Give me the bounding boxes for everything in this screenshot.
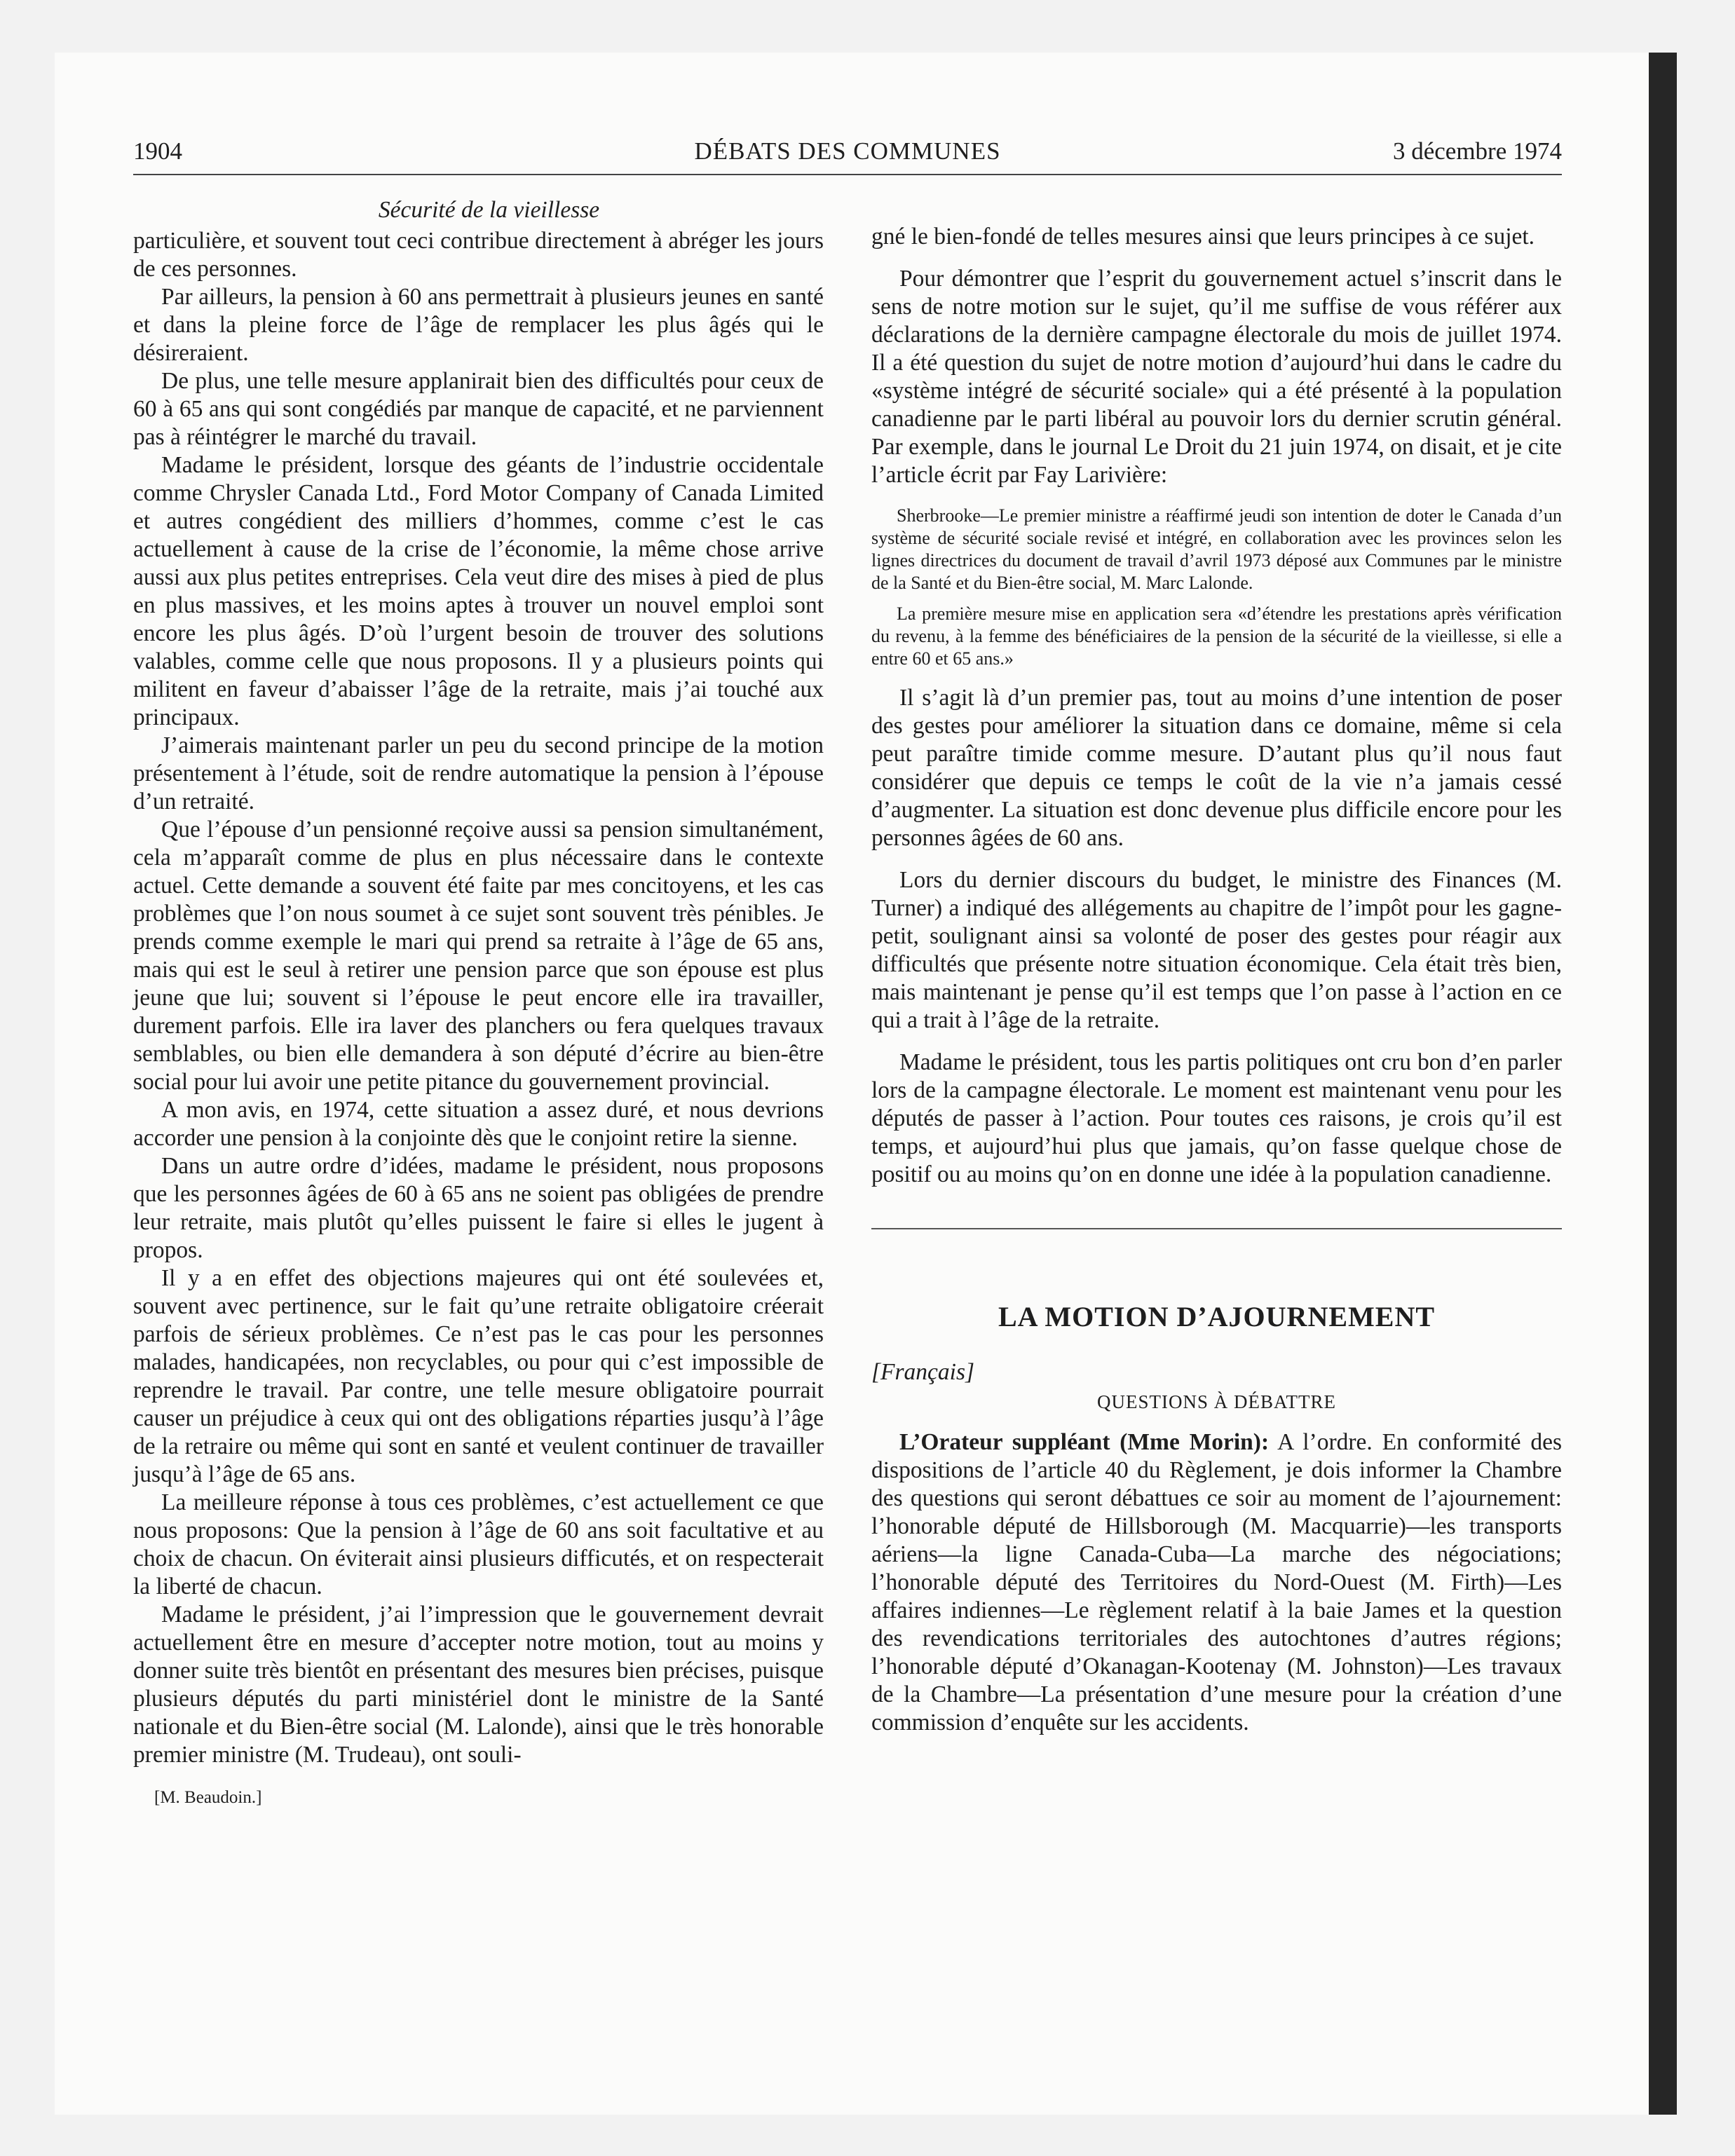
right-column (871, 223, 1562, 1737)
newspaper-quote (871, 505, 1562, 670)
paragraph: gné le bien-fondé de telles mesures ainsi que leurs principes à ce sujet. (871, 224, 1535, 250)
paragraph: J’aimerais maintenant parler un peu du second principe de la motion présentement à l’étude, soit de rendre automatique la pension à l’épouse d’un retraité. (133, 732, 824, 814)
page-header (133, 137, 1562, 175)
speech-paragraph (871, 1428, 1562, 1737)
paragraph: particulière, et souvent tout ceci contribue directement à abréger les jours de ces personnes. (133, 228, 824, 282)
paragraph: La meilleure réponse à tous ces problèmes, c’est actuellement ce que nous proposons: Que la pension à l’âge de 60 ans soit facultative et au choix de chacun. On éviterait ainsi plusieurs difficutés, et on respecterait la liberté de chacun. (133, 1489, 824, 1599)
paragraph: De plus, une telle mesure applanirait bien des difficultés pour ceux de 60 à 65 ans qui sont congédiés par manque de capacité, et ne parviennent pas à réintégrer le marché du travail. (133, 368, 824, 450)
language-note: [Français] (871, 1359, 975, 1385)
paragraph: Par ailleurs, la pension à 60 ans permettrait à plusieurs jeunes en santé et dans la pleine force de l’âge de remplacer les plus âgés qui le désireraient. (133, 284, 824, 366)
quote-paragraph: La première mesure mise en application sera «d’étendre les prestations après vérification du revenu, à la femme des bénéficiaires de la pension de la sécurité de la vieillesse, si elle a entre 60 et 65 ans.» (871, 603, 1562, 669)
paragraph: Lors du dernier discours du budget, le ministre des Finances (M. Turner) a indiqué des allégements au chapitre de l’impôt pour les gagne-petit, soulignant ainsi sa volonté de poser des gestes pour réagir aux difficultés que présente notre situation économique. Cela était très bien, mais maintenant je pense qu’il est temps que l’on passe à l’action en ce qui a trait à l’âge de la retraite. (871, 867, 1562, 1033)
section-divider (871, 1228, 1562, 1229)
paragraph: Dans un autre ordre d’idées, madame le président, nous proposons que les personnes âgées de 60 à 65 ans ne soient pas obligées de prendre leur retraite, mais plutôt qu’elles puissent le faire si elles le jugent à propos. (133, 1153, 824, 1263)
running-head: Sécurité de la vieillesse (378, 197, 600, 223)
page-number: 1904 (133, 137, 182, 165)
paragraph: Madame le président, lorsque des géants de l’industrie occidentale comme Chrysler Canada Ltd., Ford Motor Company of Canada Limited et autres congédient des milliers d’hommes, comme c’est le cas actuellement à cause de la crise de l’économie, la même chose arrive aussi aux plus petites entreprises. Cela veut dire des mises à pied de plus en plus massives, et les moins aptes à trouver un nouvel emploi sont encore les plus âgés. D’où l’urgent besoin de trouver des solutions valables, comme celle que nous proposons. Il y a plusieurs points qui militent en faveur d’abaisser l’âge de la retraite, mais j’ai touché aux principaux. (133, 452, 824, 730)
scan-border (1649, 53, 1677, 2115)
paragraph: Que l’épouse d’un pensionné reçoive aussi sa pension simultanément, cela m’apparaît comme de plus en plus nécessaire dans le contexte actuel. Cette demande a souvent été faite par mes concitoyens, et les cas problèmes que l’on nous soumet à ce sujet sont souvent très pénibles. Je prends comme exemple le mari qui prend sa retraite à l’âge de 65 ans, mais qui est le seul à retirer une pension parce que son épouse est plus jeune que lui; souvent si l’épouse le peut encore elle ira travailler, durement parfois. Elle ira laver des planchers ou fera quelques travaux semblables, ou bien elle demandera à son député d’écrire au bien-être social pour lui avoir une petite pitance du gouvernement provincial. (133, 817, 824, 1095)
paragraph: Il y a en effet des objections majeures qui ont été soulevées et, souvent avec pertinence, sur le fait qu’une retraite obligatoire créerait parfois de sérieux problèmes. Ce n’est pas le cas pour les personnes malades, handicapées, non recyclables, ou pour qui c’est impossible de reprendre le travail. Par contre, une telle mesure obligatoire pourrait causer un préjudice à ceux qui ont des obligations réparties jusqu’à l’âge de la retraire ou même qui sont en santé et veulent continuer de travailler jusqu’à l’âge de 65 ans. (133, 1265, 824, 1487)
speaker-name: L’Orateur suppléant (Mme Morin): (899, 1429, 1270, 1455)
publication-title: DÉBATS DES COMMUNES (694, 137, 1001, 165)
paragraph: A mon avis, en 1974, cette situation a assez duré, et nous devrions accorder une pension à la conjointe dès que le conjoint retire la sienne. (133, 1097, 824, 1151)
paragraph: Madame le président, j’ai l’impression que le gouvernement devrait actuellement être en mesure d’accepter notre motion, tout au moins y donner suite très bientôt en présentant des mesures bien précises, puisque plusieurs députés du parti ministériel dont le ministre de la Santé nationale et du Bien-être social (M. Lalonde), ainsi que le très honorable premier ministre (M. Trudeau), ont souli- (133, 1602, 824, 1768)
quote-paragraph: Sherbrooke—Le premier ministre a réaffirmé jeudi son intention de doter le Canada d’un système de sécurité sociale revisé et intégré, en collaboration avec les provinces selon les lignes directrices du document de travail d’avril 1973 déposé aux Communes par le ministre de la Santé et du Bien-être social, M. Marc Lalonde. (871, 505, 1562, 593)
paragraph: Il s’agit là d’un premier pas, tout au moins d’une intention de poser des gestes pour améliorer la situation dans ce domaine, même si cela peut paraître timide comme mesure. D’autant plus qu’il nous faut considérer que depuis ce temps le coût de la vie n’a jamais cessé d’augmenter. La situation est donc devenue plus difficile encore pour les personnes âgées de 60 ans. (871, 685, 1562, 851)
issue-date: 3 décembre 1974 (1392, 137, 1562, 165)
subsection-title: QUESTIONS À DÉBATTRE (1097, 1391, 1336, 1412)
paragraph: Pour démontrer que l’esprit du gouvernement actuel s’inscrit dans le sens de notre motion sur le sujet, qu’il me suffise de vous référer aux déclarations de la dernière campagne électorale du mois de juillet 1974. Il a été question du sujet de notre motion d’aujourd’hui dans le cadre du «système intégré de sécurité sociale» qui a été présenté à la population canadienne par le parti libéral au pouvoir lors du dernier scrutin général. Par exemple, dans le journal Le Droit du 21 juin 1974, on disait, et je cite l’article écrit par Fay Larivière: (871, 266, 1562, 488)
speech-text: A l’ordre. En conformité des dispositions de l’article 40 du Règlement, je dois informer la Chambre des questions qui seront débattues ce soir au moment de l’ajournement: l’honorable député de Hillsborough (M. Macquarrie)—les transports aériens—la ligne Canada-Cuba—La marche des négociations; l’honorable député des Territoires du Nord-Ouest (M. Firth)—Les affaires indiennes—Le règlement relatif à la baie James et la question des revendications territoriales des autochtones d’autres régions; l’honorable député d’Okanagan-Kootenay (M. Johnston)—Les travaux de la Chambre—La présentation d’une mesure pour la création d’une commission d’enquête sur les accidents. (871, 1429, 1563, 1735)
section-title: LA MOTION D’AJOURNEMENT (998, 1301, 1436, 1332)
paragraph: Madame le président, tous les partis politiques ont cru bon d’en parler lors de la campagne électorale. Le moment est maintenant venu pour les députés de passer à l’action. Pour toutes ces raisons, je crois qu’il est temps, et aujourd’hui plus que jamais, qu’on fasse quelque chose de positif ou au moins qu’on en donne une idée à la population canadienne. (871, 1049, 1562, 1187)
left-column (133, 196, 824, 1808)
speaker-signature: [M. Beaudoin.] (154, 1788, 262, 1807)
